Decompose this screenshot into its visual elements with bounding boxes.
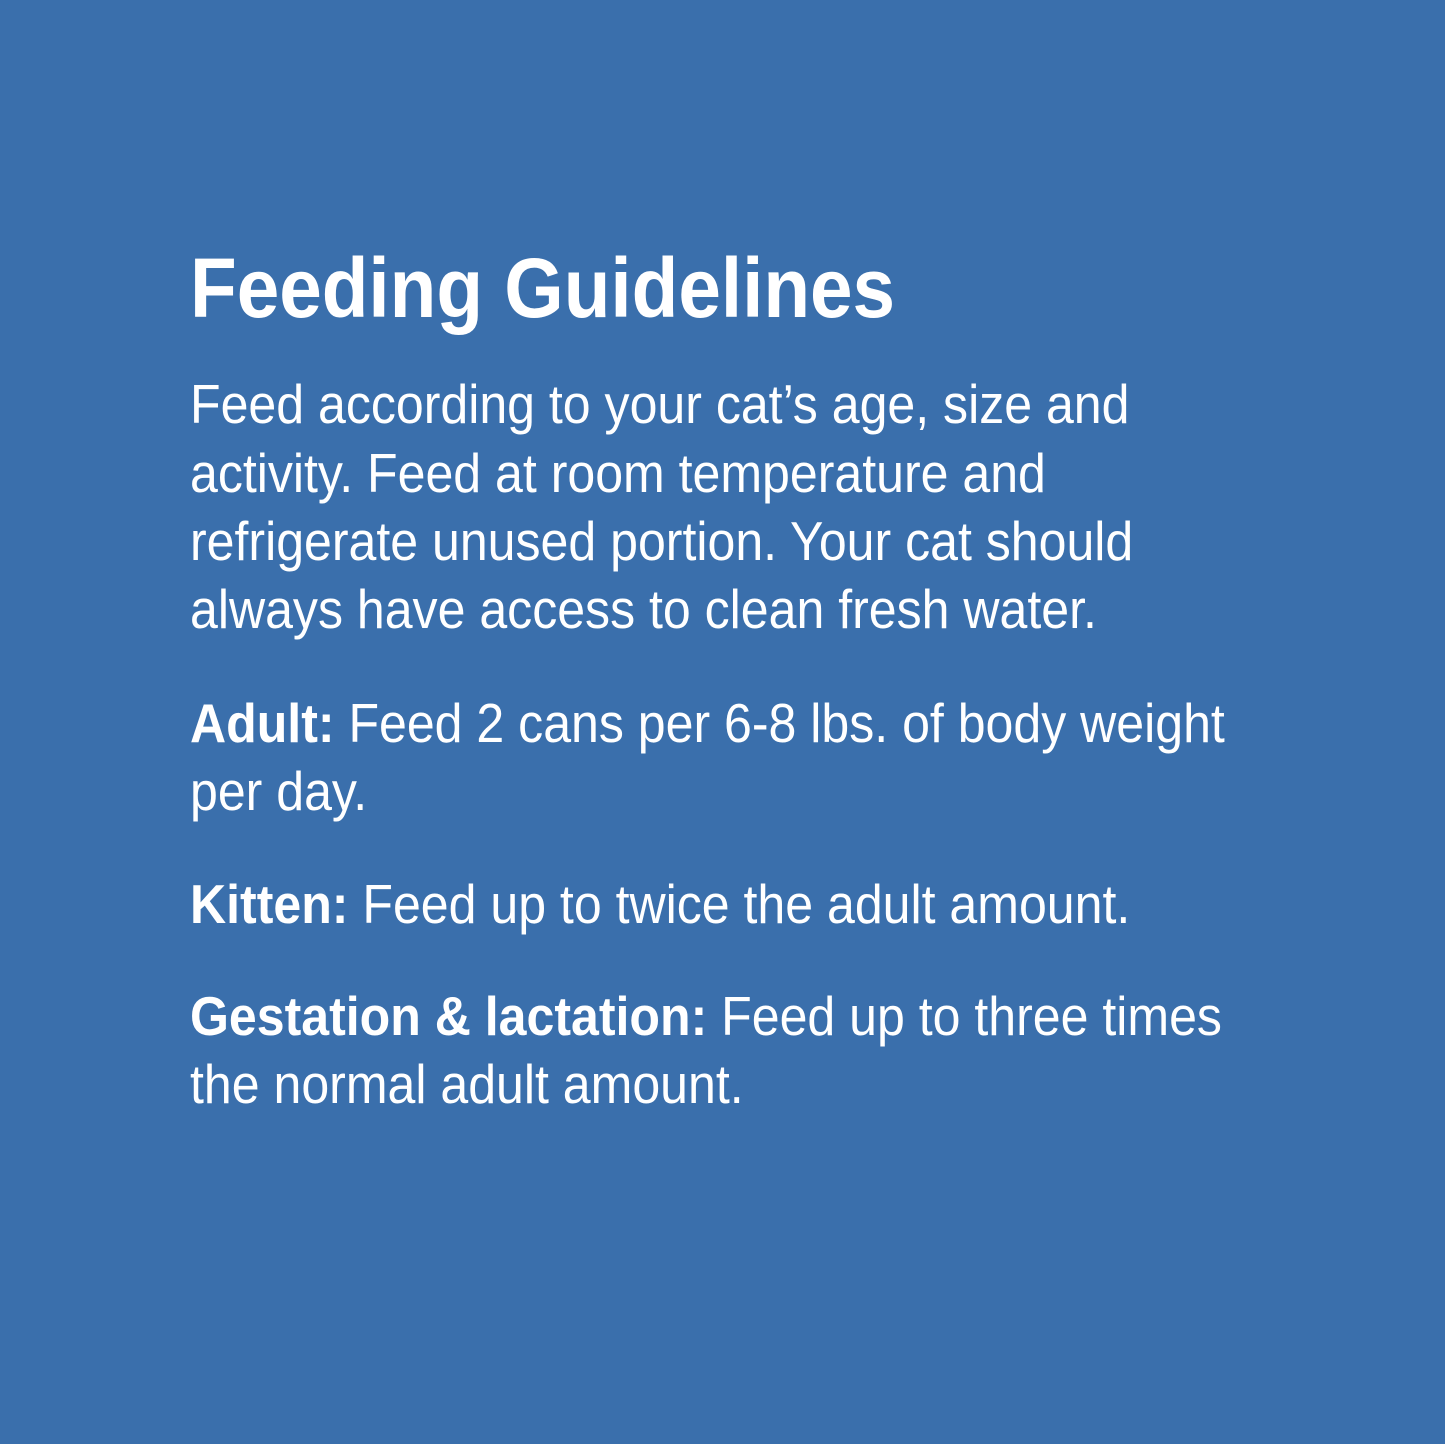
section-adult-text: Feed 2 cans per 6-8 lbs. of body weight per day. [190,692,1225,823]
page-title: Feeding Guidelines [190,241,896,335]
section-kitten [190,870,1255,938]
intro-paragraph: Feed according to your cat’s age, size and activity. Feed at room temperature and refrigerate unused portion. Your cat should always have access to clean fresh water. [190,373,1134,640]
section-gestation-lactation [190,982,1255,1118]
section-gestation-lactation-label: Gestation & lactation: [190,984,708,1047]
section-adult-label: Adult: [190,692,335,755]
section-adult [190,689,1255,825]
section-kitten-text: Feed up to twice the adult amount. [362,872,1131,935]
section-kitten-label: Kitten: [190,872,349,935]
section-gestation-lactation-text: Feed up to three times the normal adult amount. [190,984,1222,1115]
feeding-guidelines-content [190,242,1255,1118]
